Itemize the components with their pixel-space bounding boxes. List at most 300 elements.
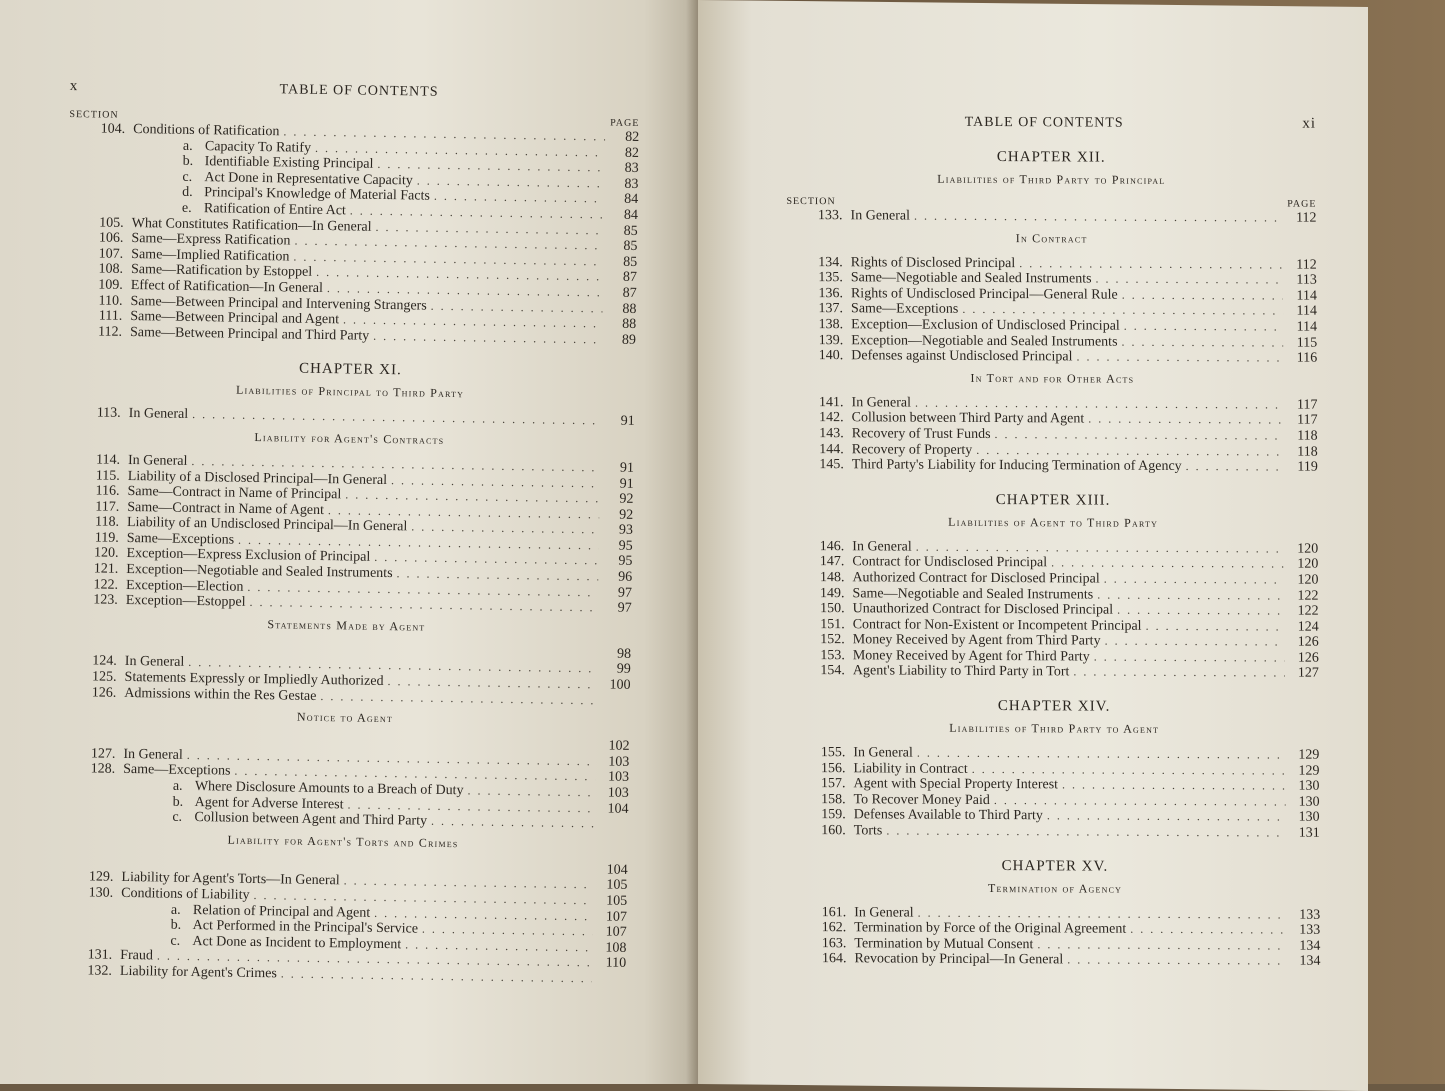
section-number: 161.: [790, 906, 854, 921]
section-number: 144.: [788, 442, 852, 457]
entry-page: 117: [1288, 414, 1318, 429]
section-number: 156.: [789, 762, 853, 777]
section-number: 105.: [68, 216, 132, 232]
dot-leader: [1019, 256, 1283, 272]
entry-title: Statements Expressly or Impliedly Authorized: [124, 671, 383, 690]
entry-title: In General: [851, 396, 911, 411]
chapter-subtitle: Liabilities of Principal to Third Party: [65, 380, 635, 404]
entry-page: 99: [601, 663, 631, 678]
entry-title: Third Party's Liability for Inducing Termination of Agency: [852, 458, 1182, 474]
entry-page: 97: [602, 602, 632, 617]
dot-leader: [1104, 571, 1285, 587]
section-heading: Liability for Agent's Torts and Crimes: [58, 830, 628, 854]
section-number: 117.: [63, 500, 127, 516]
section-number: 145.: [788, 458, 852, 473]
entry-title: Capacity To Ratify: [205, 140, 311, 156]
section-number: 151.: [789, 618, 853, 633]
dot-leader: [914, 209, 1283, 226]
entry-title: Exception—Exclusion of Undisclosed Principal: [851, 318, 1120, 334]
entry-page: 130: [1289, 780, 1319, 795]
section-number: [69, 148, 183, 150]
dot-leader: [431, 298, 603, 315]
dot-leader: [1130, 922, 1286, 937]
section-number: 115.: [64, 468, 128, 484]
section-number: 127.: [59, 747, 123, 763]
entry-title: Money Received by Agent for Third Party: [853, 649, 1090, 665]
subsection-letter: b.: [183, 155, 205, 170]
section-number: 159.: [790, 808, 854, 823]
section-heading: Notice to Agent: [60, 706, 630, 730]
entry-title: In General: [851, 209, 911, 224]
subsection-letter: c.: [170, 934, 192, 949]
section-number: 125.: [60, 670, 124, 686]
section-number: 114.: [64, 453, 128, 469]
section-number: 124.: [61, 654, 125, 670]
section-number: 130.: [57, 886, 121, 902]
entry-title: Contract for Undisclosed Principal: [852, 556, 1047, 572]
entry-page: 88: [606, 302, 636, 317]
right-running-head: [786, 113, 1316, 133]
entry-page: 129: [1289, 749, 1319, 764]
entry-page: 103: [599, 755, 629, 770]
entry-title: Relation of Principal and Agent: [193, 904, 371, 921]
entry-title: Rights of Undisclosed Principal—General Rule: [851, 287, 1118, 303]
toc-entry: [790, 823, 1320, 841]
dot-leader: [417, 173, 605, 191]
entry-page: 133: [1290, 924, 1320, 939]
dot-leader: [1097, 587, 1284, 603]
section-heading: In Tort and for Other Acts: [787, 370, 1317, 388]
dot-leader: [918, 905, 1287, 922]
section-heading: In Contract: [787, 230, 1317, 248]
section-number: 131.: [56, 948, 120, 964]
toc-list: [65, 405, 635, 430]
entry-title: Exception—Negotiable and Sealed Instruments: [126, 563, 393, 582]
entry-title: Same—Negotiable and Sealed Instruments: [852, 587, 1093, 603]
section-number: [59, 788, 173, 790]
section-number: 110.: [66, 294, 130, 310]
toc-list: [787, 395, 1317, 476]
entry-page: 112: [1287, 258, 1317, 273]
dot-leader: [411, 520, 599, 538]
page-number: x: [70, 78, 79, 95]
left-page-content: [56, 78, 640, 987]
entry-title: Termination by Force of the Original Agreement: [854, 922, 1126, 938]
page-label: PAGE: [1287, 199, 1316, 211]
chapter-title: CHAPTER XI.: [65, 357, 635, 383]
entry-page: 85: [607, 255, 637, 270]
entry-title: Authorized Contract for Disclosed Principal: [852, 571, 1099, 587]
dot-leader: [1094, 649, 1285, 665]
toc-entry: [789, 663, 1319, 681]
entry-page: 105: [597, 894, 627, 909]
entry-page: 103: [599, 786, 629, 801]
entry-title: Same—Between Principal and Agent: [130, 310, 339, 328]
entry-page: 100: [600, 678, 630, 693]
section-number: 123.: [62, 593, 126, 609]
section-number: 158.: [790, 793, 854, 808]
dot-leader: [434, 189, 605, 206]
entry-title: Same—Ratification by Estoppel: [131, 263, 312, 280]
entry-title: Agent with Special Property Interest: [853, 778, 1058, 794]
section-number: [68, 210, 182, 212]
entry-page: 122: [1288, 589, 1318, 604]
entry-title: Termination by Mutual Consent: [854, 937, 1033, 953]
entry-page: 105: [597, 879, 627, 894]
section-number: 139.: [787, 333, 851, 348]
dot-leader: [1051, 556, 1284, 572]
dot-leader: [916, 539, 1285, 556]
entry-page: 131: [1290, 827, 1320, 842]
entry-title: Exception—Election: [126, 579, 244, 595]
section-number: 121.: [62, 562, 126, 578]
entry-page: 91: [604, 477, 634, 492]
entry-page: 102: [599, 740, 629, 755]
entry-page: 103: [599, 771, 629, 786]
section-number: 109.: [67, 278, 131, 294]
entry-page: 134: [1290, 955, 1320, 970]
section-number: 128.: [59, 762, 123, 778]
entry-page: 130: [1290, 795, 1320, 810]
entry-title: Act Done in Representative Capacity: [204, 171, 413, 189]
entry-title: Rights of Disclosed Principal: [851, 256, 1016, 271]
dot-leader: [994, 793, 1286, 809]
entry-page: 85: [607, 240, 637, 255]
section-number: 122.: [62, 578, 126, 594]
dot-leader: [1105, 634, 1285, 650]
dot-leader: [1121, 334, 1283, 349]
entry-page: 96: [602, 570, 632, 585]
entry-title: In General: [123, 748, 183, 764]
entry-page: 84: [608, 208, 638, 223]
entry-title: Same—Express Ratification: [131, 232, 290, 249]
dot-leader: [467, 783, 595, 800]
section-number: 107.: [67, 247, 131, 263]
dot-leader: [1117, 603, 1285, 618]
section-number: 129.: [57, 870, 121, 886]
entry-page: 107: [597, 910, 627, 925]
toc-list: [789, 745, 1319, 841]
entry-title: Same—Exceptions: [123, 763, 231, 779]
entry-page: 114: [1287, 305, 1317, 320]
section-number: 162.: [790, 921, 854, 936]
toc-list: [788, 539, 1319, 682]
chapter-subtitle: Liabilities of Third Party to Principal: [786, 171, 1316, 189]
section-number: 113.: [65, 406, 129, 422]
entry-title: Exception—Estoppel: [126, 594, 246, 610]
subsection-letter: d.: [182, 186, 204, 201]
entry-title: In General: [129, 407, 189, 423]
dot-leader: [915, 395, 1284, 412]
entry-page: 127: [1289, 667, 1319, 682]
entry-title: In General: [853, 746, 913, 761]
dot-leader: [1124, 319, 1283, 334]
section-number: 133.: [787, 209, 851, 224]
toc-list: [56, 855, 628, 988]
entry-title: Act Done as Incident to Employment: [192, 935, 401, 953]
entry-title: In General: [852, 540, 912, 555]
subsection-letter: c.: [172, 811, 194, 826]
section-label: SECTION: [786, 196, 835, 208]
section-number: 155.: [789, 746, 853, 761]
entry-title: Exception—Express Exclusion of Principal: [126, 547, 370, 565]
entry-page: 98: [601, 647, 631, 662]
section-number: [57, 911, 171, 913]
entry-title: Effect of Ratification—In General: [131, 279, 323, 297]
dot-leader: [1073, 665, 1285, 681]
chapter-subtitle: Termination of Agency: [790, 880, 1320, 898]
toc-list: [58, 731, 629, 833]
entry-title: Same—Exceptions: [127, 532, 235, 548]
section-label: SECTION: [69, 109, 118, 122]
section-number: 104.: [69, 122, 133, 138]
toc-entry: [786, 208, 1316, 226]
subsection-letter: e.: [182, 202, 204, 217]
entry-page: 104: [598, 802, 628, 817]
entry-title: Conditions of Liability: [121, 887, 250, 904]
entry-title: Same—Exceptions: [851, 303, 958, 318]
entry-title: Fraud: [120, 949, 153, 964]
entry-page: 82: [609, 130, 639, 145]
page-label: PAGE: [610, 117, 639, 129]
entry-page: 133: [1290, 908, 1320, 923]
entry-title: Exception—Negotiable and Sealed Instruments: [851, 334, 1117, 350]
chapter-subtitle: Liabilities of Third Party to Agent: [789, 720, 1319, 738]
entry-title: Act Performed in the Principal's Service: [193, 919, 418, 937]
entry-title: Torts: [854, 824, 883, 839]
entry-page: 116: [1287, 352, 1317, 367]
subsection-letter: b.: [173, 795, 195, 810]
entry-page: 134: [1290, 939, 1320, 954]
subsection-letter: a.: [183, 139, 205, 154]
entry-title: In General: [125, 655, 185, 671]
section-number: 148.: [788, 571, 852, 586]
section-number: [58, 819, 172, 821]
chapter-title: CHAPTER XII.: [786, 148, 1316, 168]
dot-leader: [994, 427, 1283, 443]
entry-title: Same—Negotiable and Sealed Instruments: [851, 271, 1092, 287]
entry-title: What Constitutes Ratification—In General: [132, 217, 372, 235]
entry-title: Admissions within the Res Gestae: [124, 687, 316, 705]
entry-title: Collusion between Agent and Third Party: [194, 811, 427, 829]
dot-leader: [373, 329, 602, 347]
section-number: [57, 927, 171, 929]
entry-page: 87: [607, 271, 637, 286]
entry-page: 120: [1288, 573, 1318, 588]
toc-list: [66, 121, 639, 348]
entry-title: Same—Contract in Name of Principal: [127, 485, 341, 503]
section-number: 136.: [787, 287, 851, 302]
entry-page: 83: [609, 162, 639, 177]
entry-title: Same—Between Principal and Third Party: [130, 326, 369, 344]
entry-title: Recovery of Trust Funds: [852, 427, 991, 442]
section-number: 111.: [66, 309, 130, 325]
section-number: 134.: [787, 256, 851, 271]
dot-leader: [1095, 272, 1282, 288]
section-number: [68, 194, 182, 196]
section-heading: Statements Made by Agent: [61, 614, 631, 638]
entry-page: 89: [606, 333, 636, 348]
subsection-letter: a.: [171, 903, 193, 918]
section-number: [59, 804, 173, 806]
entry-page: 120: [1288, 542, 1318, 557]
entry-title: Liability of an Undisclosed Principal—In General: [127, 516, 408, 535]
entry-title: Agent's Liability to Third Party in Tort: [853, 665, 1070, 681]
section-number: 119.: [63, 531, 127, 547]
chapter-title: CHAPTER XIV.: [789, 697, 1319, 717]
entry-title: In General: [128, 454, 188, 470]
entry-title: Revocation by Principal—In General: [854, 953, 1063, 969]
dot-leader: [431, 814, 595, 831]
entry-page: 93: [603, 524, 633, 539]
section-number: 137.: [787, 302, 851, 317]
entry-page: 83: [608, 177, 638, 192]
section-number: 132.: [56, 964, 120, 980]
dot-leader: [886, 823, 1285, 840]
entry-title: In General: [854, 906, 914, 921]
subsection-letter: b.: [171, 919, 193, 934]
entry-page: 129: [1289, 764, 1319, 779]
entry-page: 119: [1288, 461, 1318, 476]
toc-list: [60, 639, 631, 709]
entry-title: Recovery of Property: [852, 443, 973, 458]
entry-page: 95: [602, 555, 632, 570]
entry-page: 130: [1290, 811, 1320, 826]
section-number: 157.: [789, 777, 853, 792]
dot-leader: [1088, 412, 1283, 428]
entry-title: Agent for Adverse Interest: [195, 796, 344, 813]
entry-title: Liability for Agent's Torts—In General: [121, 871, 339, 889]
dot-leader: [962, 302, 1283, 318]
chapter-title: CHAPTER XIII.: [788, 491, 1318, 511]
section-number: 154.: [789, 664, 853, 679]
section-number: [56, 943, 170, 945]
entry-title: Liability for Agent's Crimes: [120, 965, 277, 982]
entry-page: 97: [602, 586, 632, 601]
section-number: 126.: [60, 686, 124, 702]
entry-page: 91: [605, 415, 635, 430]
toc-list: [62, 452, 634, 617]
dot-leader: [405, 937, 592, 955]
section-number: 163.: [790, 937, 854, 952]
entry-page: 114: [1287, 289, 1317, 304]
section-number: 112.: [66, 325, 130, 341]
entry-title: Collusion between Third Party and Agent: [852, 412, 1085, 428]
section-number: 164.: [790, 952, 854, 967]
right-page: [698, 0, 1368, 1091]
chapter-subtitle: Liabilities of Agent to Third Party: [788, 514, 1318, 532]
section-number: 142.: [788, 411, 852, 426]
entry-page: 118: [1288, 429, 1318, 444]
dot-leader: [1186, 459, 1284, 474]
entry-page: 113: [1287, 274, 1317, 289]
section-number: 149.: [788, 586, 852, 601]
dot-leader: [1037, 937, 1286, 953]
entry-title: Money Received by Agent from Third Party: [853, 634, 1101, 650]
entry-page: 122: [1289, 605, 1319, 620]
entry-title: Unauthorized Contract for Disclosed Principal: [853, 602, 1114, 618]
section-number: 143.: [788, 427, 852, 442]
section-number: 160.: [790, 824, 854, 839]
entry-page: 107: [597, 926, 627, 941]
toc-list: [787, 255, 1318, 367]
section-number: 120.: [62, 546, 126, 562]
entry-title: To Recover Money Paid: [854, 793, 990, 808]
subsection-letter: c.: [182, 171, 204, 186]
entry-page: 124: [1289, 620, 1319, 635]
toc-entry: [790, 951, 1320, 969]
entry-page: 114: [1287, 321, 1317, 336]
dot-leader: [320, 689, 596, 708]
entry-title: Defenses against Undisclosed Principal: [851, 349, 1072, 365]
entry-title: Where Disclosure Amounts to a Breach of Duty: [195, 780, 464, 799]
section-heading: Liability for Agent's Contracts: [64, 427, 634, 451]
entry-page: 110: [596, 957, 626, 972]
running-title: TABLE OF CONTENTS: [786, 114, 1302, 133]
entry-page: 108: [596, 941, 626, 956]
section-number: 118.: [63, 515, 127, 531]
entry-title: Conditions of Ratification: [133, 123, 279, 140]
entry-page: 104: [598, 863, 628, 878]
dot-leader: [1076, 350, 1283, 366]
entry-page: 126: [1289, 636, 1319, 651]
entry-page: 92: [603, 493, 633, 508]
section-number: 153.: [789, 649, 853, 664]
dot-leader: [192, 407, 601, 428]
entry-title: Contract for Non-Existent or Incompetent Principal: [853, 618, 1142, 634]
entry-title: Identifiable Existing Principal: [205, 155, 374, 172]
section-number: 141.: [787, 396, 851, 411]
section-number: 138.: [787, 318, 851, 333]
dot-leader: [972, 762, 1286, 778]
entry-page: 82: [609, 146, 639, 161]
section-number: 152.: [789, 633, 853, 648]
entry-page: 120: [1288, 558, 1318, 573]
toc-entry: [787, 348, 1317, 366]
toc-entry: [788, 457, 1318, 475]
section-number: 146.: [788, 540, 852, 555]
toc-list: [786, 208, 1316, 226]
left-page: [0, 0, 700, 1084]
dot-leader: [1067, 953, 1286, 969]
dot-leader: [1146, 618, 1285, 633]
entry-title: Same—Implied Ratification: [131, 248, 289, 265]
entry-title: Liability in Contract: [853, 762, 967, 777]
entry-page: 92: [603, 508, 633, 523]
running-title: TABLE OF CONTENTS: [78, 79, 640, 104]
dot-leader: [976, 442, 1284, 458]
dot-leader: [1122, 287, 1283, 302]
section-number: 135.: [787, 271, 851, 286]
page-number: xi: [1302, 116, 1316, 133]
dot-leader: [917, 746, 1286, 763]
entry-page: 85: [608, 224, 638, 239]
dot-leader: [422, 922, 593, 939]
entry-title: Liability of a Disclosed Principal—In General: [128, 469, 388, 488]
section-number: 150.: [789, 602, 853, 617]
entry-page: 87: [607, 286, 637, 301]
section-number: 108.: [67, 262, 131, 278]
dot-leader: [1062, 778, 1286, 794]
section-number: 140.: [787, 349, 851, 364]
entry-page: 126: [1289, 651, 1319, 666]
entry-title: Principal's Knowledge of Material Facts: [204, 186, 430, 204]
chapter-title: CHAPTER XV.: [790, 857, 1320, 877]
entry-title: Defenses Available to Third Party: [854, 809, 1043, 825]
entry-title: Ratification of Entire Act: [204, 202, 346, 219]
section-number: [69, 163, 183, 165]
section-number: 147.: [788, 555, 852, 570]
